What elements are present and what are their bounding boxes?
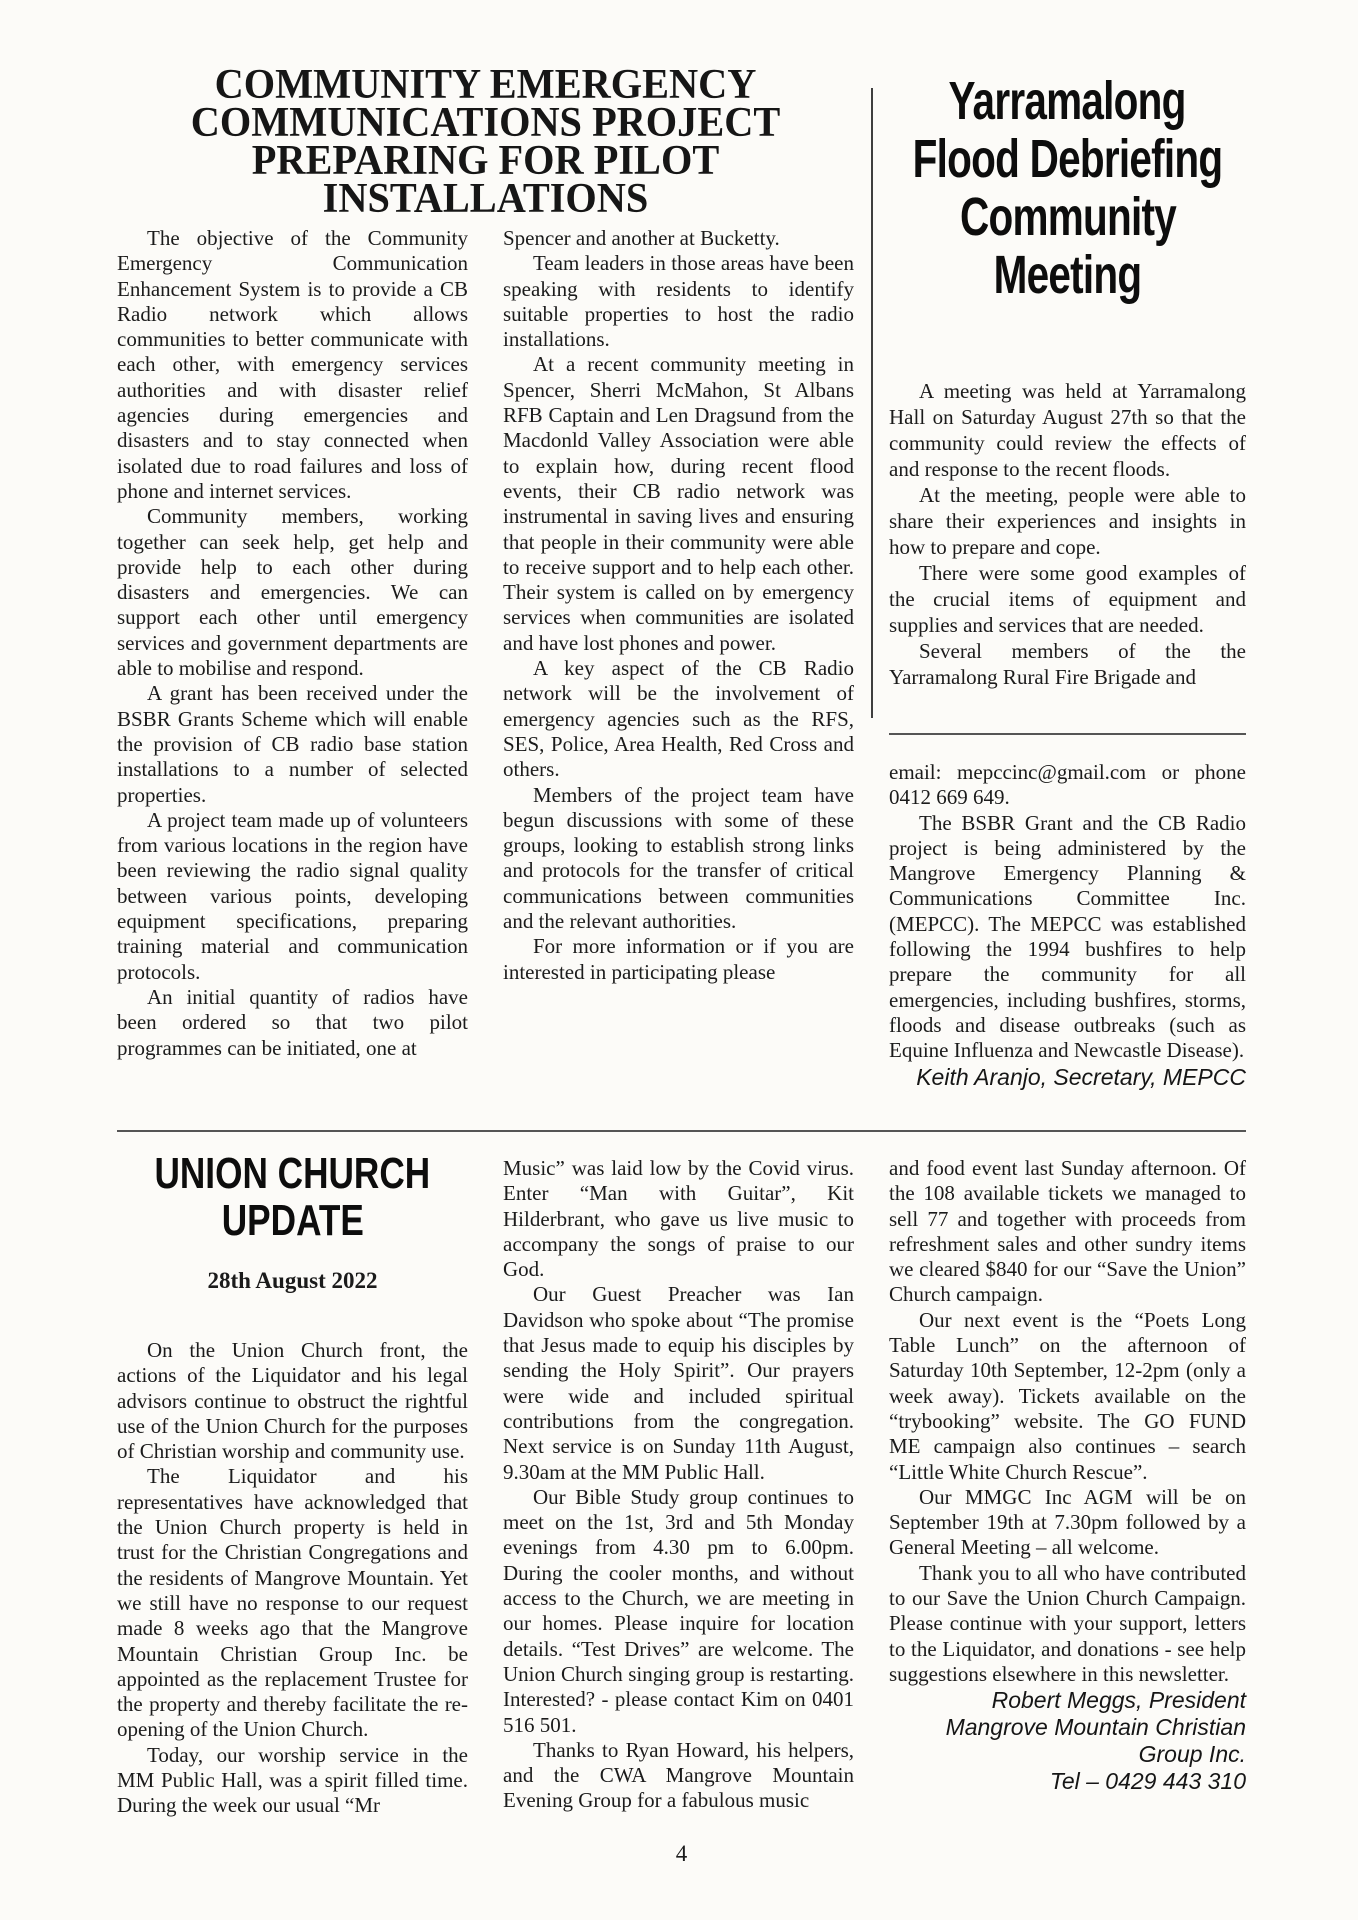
paragraph: An initial quantity of radios have been ordered so that two pilot programmes can be initiated, one at (117, 984, 468, 1060)
section-separator-rule (117, 1130, 1246, 1132)
headline-line: INSTALLATIONS (322, 176, 649, 222)
paragraph: Members of the project team have begun discussions with some of these groups, looking to establish strong links and protocols for the transfer of critical communications between communities and the relevant authorities. (503, 782, 854, 934)
paragraph: Our MMGC Inc AGM will be on September 19th at 7.30pm followed by a General Meeting – all welcome. (889, 1484, 1246, 1560)
headline-line: UPDATE (221, 1196, 364, 1245)
paragraph: Music” was laid low by the Covid virus. Enter “Man with Guitar”, Kit Hilderbrant, who gave us live music to accompany the songs of praise to our God. (503, 1156, 854, 1282)
headline-line: Community (959, 187, 1176, 247)
paragraph: Our next event is the “Poets Long Table Lunch” on the afternoon of Saturday 10th September, 12-2pm (only a week away). Tickets available on the “trybooking” website. The GO FUND ME campaign also continues – search “Little White Church Rescue”. (889, 1307, 1246, 1484)
headline-line: PREPARING FOR PILOT (251, 138, 720, 184)
paragraph: Several members of the the Yarramalong Rural Fire Brigade and (889, 639, 1246, 689)
paragraph: Thanks to Ryan Howard, his helpers, and the CWA Mangrove Mountain Evening Group for a fabulous music (503, 1737, 854, 1813)
article-union-column-2 (503, 1156, 854, 1814)
article-flood-headline (889, 72, 1246, 304)
article-flood-body (889, 378, 1246, 690)
contact-paragraph: email: mepccinc@gmail.com or phone 0412 669 649. (889, 760, 1246, 810)
article-union-headline (117, 1150, 468, 1244)
paragraph: There were some good examples of the crucial items of equipment and supplies and services that are needed. (889, 561, 1246, 637)
paragraph: Our Bible Study group continues to meet on the 1st, 3rd and 5th Monday evenings from 4.30 pm to 6.00pm. During the cooler months, and without access to the Church, we are meeting in our homes. Please inquire for location details. “Test Drives” are welcome. The Union Church singing group is restarting. Interested? - please contact Kim on 0401 516 501. (503, 1484, 854, 1737)
paragraph: The Liquidator and his representatives have acknowledged that the Union Church property is held in trust for the Christian Congregations and the residents of Mangrove Mountain. Yet we still have no response to our request made 8 weeks ago that the Mangrove Mountain Christian Group Inc. be appointed as the replacement Trustee for the property and thereby facilitate the re-opening of the Union Church. (117, 1464, 468, 1742)
paragraph: Thank you to all who have contributed to our Save the Union Church Campaign. Please continue with your support, letters to the Liquidator, and donations - see help suggestions elsewhere in this newsletter. (889, 1560, 1246, 1686)
paragraph: Spencer and another at Bucketty. (503, 226, 780, 250)
paragraph: A meeting was held at Yarramalong Hall on Saturday August 27th so that the community could review the effects of and response to the recent floods. (889, 379, 1246, 481)
article-union-column-3 (889, 1156, 1246, 1795)
headline-line: Flood Debriefing (912, 129, 1223, 189)
paragraph: A key aspect of the CB Radio network will be the involvement of emergency agencies such as the RFS, SES, Police, Area Health, Red Cross and others. (503, 656, 854, 782)
paragraph: On the Union Church front, the actions of the Liquidator and his legal advisors continue to obstruct the rightful use of the Union Church for the purposes of Christian worship and community use. (117, 1338, 468, 1464)
paragraph: A grant has been received under the BSBR Grants Scheme which will enable the provision of CB radio base station installations to a number of selected properties. (117, 681, 468, 807)
paragraph: For more information or if you are interested in participating please (503, 934, 854, 984)
headline-line: COMMUNITY EMERGENCY (214, 62, 757, 108)
contact-block-top-rule (889, 733, 1246, 735)
headline-line: UNION CHURCH (154, 1149, 431, 1198)
article-cecp-signoff: Keith Aranjo, Secretary, MEPCC (916, 1063, 1246, 1090)
paragraph: and food event last Sunday afternoon. Of the 108 available tickets we managed to sell 77 and together with proceeds from refreshment sales and other sundry items we cleared $840 for our “Save the Union” Church campaign. (889, 1156, 1246, 1307)
paragraph: The objective of the Community Emergency Communication Enhancement System is to provide a CB Radio network which allows communities to better communicate with each other, with emergency services authorities and with disaster relief agencies during emergencies and disasters and to stay connected when isolated due to road failures and loss of phone and internet services. (117, 226, 468, 503)
paragraph: At the meeting, people were able to share their experiences and insights in how to prepare and cope. (889, 483, 1246, 559)
article-cecp-column-2 (503, 226, 854, 985)
paragraph: Our Guest Preacher was Ian Davidson who spoke about “The promise that Jesus made to equip his disciples by sending the Holy Spirit”. Our prayers were wide and included spiritual contributions from the congregation. Next service is on Sunday 11th August, 9.30am at the MM Public Hall. (503, 1282, 854, 1484)
column-divider-rule (871, 88, 873, 718)
paragraph: Today, our worship service in the MM Public Hall, was a spirit filled time. During the week our usual “Mr (117, 1742, 468, 1818)
article-cecp-contact-block (889, 760, 1246, 1091)
paragraph: At a recent community meeting in Spencer, Sherri McMahon, St Albans RFB Captain and Len Dragsund from the Macdonld Valley Association were able to explain how, during recent flood events, their CB radio network was instrumental in saving lives and ensuring that people in their community were able to receive support and to help each other. Their system is called on by emergency services when communities are isolated and have lost phones and power. (503, 352, 854, 655)
article-union-column-1 (117, 1338, 468, 1819)
article-union-signoff-line: Mangrove Mountain Christian Group Inc. (945, 1714, 1246, 1768)
paragraph: Community members, working together can seek help, get help and provide help to each other during disasters and emergencies. We can support each other until emergency services and government departments are able to mobilise and respond. (117, 504, 468, 681)
article-union-signoff-line: Tel – 0429 443 310 (1049, 1768, 1246, 1795)
paragraph: The BSBR Grant and the CB Radio project is being administered by the Mangrove Emergency Planning & Communications Committee Inc. (MEPCC). The MEPCC was established following the 1994 bushfires to help prepare the community for all emergencies, including bushfires, storms, floods and disease outbreaks (such as Equine Influenza and Newcastle Disease). (889, 810, 1246, 1063)
paragraph: A project team made up of volunteers from various locations in the region have been reviewing the radio signal quality between various points, developing equipment specifications, preparing training material and communication protocols. (117, 807, 468, 984)
article-union-date: 28th August 2022 (207, 1268, 378, 1293)
paragraph: Team leaders in those areas have been speaking with residents to identify suitable properties to host the radio installations. (503, 251, 854, 352)
page-number: 4 (675, 1841, 688, 1866)
article-cecp-headline (132, 62, 840, 222)
article-cecp-column-1 (117, 226, 468, 1061)
headline-line: Meeting (993, 245, 1142, 305)
headline-line: COMMUNICATIONS PROJECT (190, 100, 781, 146)
article-union-signoff-line: Robert Meggs, President (991, 1687, 1246, 1714)
headline-line: Yarramalong (948, 71, 1187, 131)
